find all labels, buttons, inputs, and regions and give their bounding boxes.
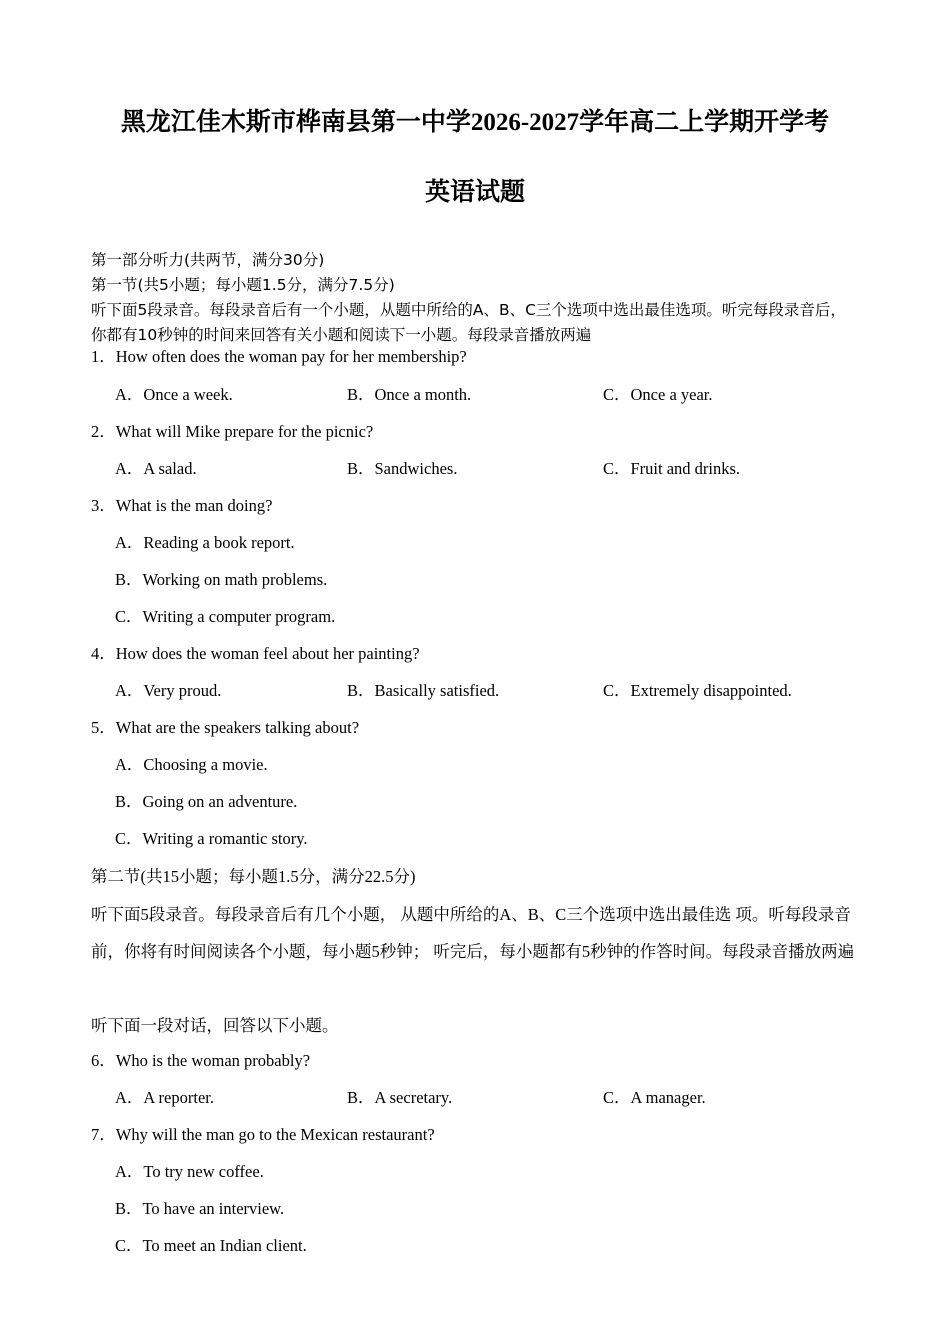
question-1-option-b: B．Once a month. — [347, 385, 472, 404]
question-6-option-c: C．A manager. — [603, 1088, 706, 1107]
question-6-option-b: B．A secretary. — [347, 1088, 453, 1107]
question-5-option-b: B．Going on an adventure. — [115, 792, 298, 811]
part1-heading: 第一部分听力(共两节，满分30分) — [91, 251, 325, 269]
question-1-option-c: C．Once a year. — [603, 385, 713, 404]
question-7-option-c: C．To meet an Indian client. — [115, 1236, 307, 1255]
question-5-stem: 5．What are the speakers talking about? — [91, 718, 360, 737]
question-4-stem: 4．How does the woman feel about her painting? — [91, 644, 420, 663]
question-7-stem: 7．Why will the man go to the Mexican restaurant? — [91, 1125, 435, 1144]
question-3-option-c: C．Writing a computer program. — [115, 607, 336, 626]
question-4-option-a: A．Very proud. — [115, 681, 222, 700]
question-3-option-b: B．Working on math problems. — [115, 570, 328, 589]
section1-heading: 第一节(共5小题；每小题1.5分，满分7.5分) — [91, 276, 395, 294]
question-2-option-b: B．Sandwiches. — [347, 459, 458, 478]
question-3-stem: 3．What is the man doing? — [91, 496, 273, 515]
question-3-option-a: A．Reading a book report. — [115, 533, 295, 552]
question-2-stem: 2．What will Mike prepare for the picnic? — [91, 422, 374, 441]
question-5-option-c: C．Writing a romantic story. — [115, 829, 308, 848]
dialogue-intro: 听下面一段对话，回答以下小题。 — [91, 1016, 339, 1035]
question-1-option-a: A．Once a week. — [115, 385, 233, 404]
question-6-option-a: A．A reporter. — [115, 1088, 214, 1107]
question-1-stem: 1．How often does the woman pay for her membership? — [91, 347, 467, 366]
question-7-option-b: B．To have an interview. — [115, 1199, 285, 1218]
question-6-stem: 6．Who is the woman probably? — [91, 1051, 311, 1070]
question-2-option-c: C．Fruit and drinks. — [603, 459, 741, 478]
section2-heading: 第二节(共15小题；每小题1.5分，满分22.5分) — [91, 867, 416, 886]
exam-title: 黑龙江佳木斯市桦南县第一中学2026-2027学年高二上学期开学考 — [120, 109, 830, 136]
question-2-option-a: A．A salad. — [115, 459, 197, 478]
question-7-option-a: A．To try new coffee. — [115, 1162, 264, 1181]
question-4-option-b: B．Basically satisfied. — [347, 681, 500, 700]
exam-subtitle: 英语试题 — [424, 179, 525, 206]
question-5-option-a: A．Choosing a movie. — [115, 755, 268, 774]
question-4-option-c: C．Extremely disappointed. — [603, 681, 792, 700]
section2-instructions: 听下面5段录音。每段录音后有几个小题， 从题中所给的A、B、C三个选项中选出最佳选 项。听每段录音前，你将有时间阅读各个小题，每小题5秒钟； 听完后，每小题都有5秒钟的作答时间。每段录音播放两遍 — [91, 905, 855, 961]
section1-instructions: 听下面5段录音。每段录音后有一个小题，从题中所给的A、B、C三个选项中选出最佳选项。听完每段录音后，你都有10秒钟的时间来回答有关小题和阅读下一小题。每段录音播放两遍 — [91, 301, 846, 344]
